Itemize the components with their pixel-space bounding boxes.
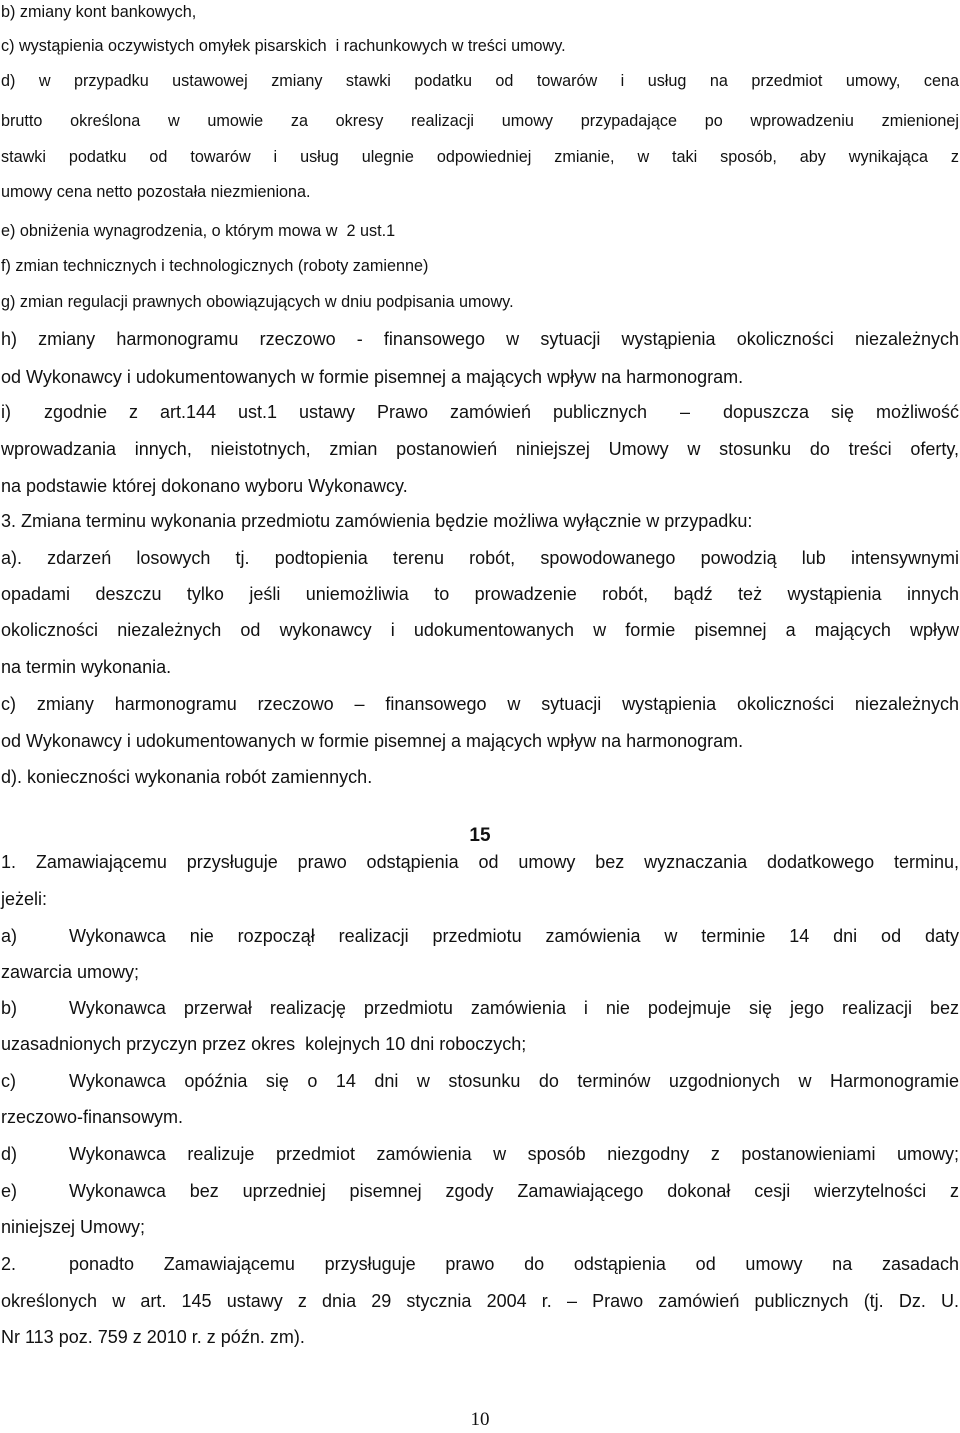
item-label: c) xyxy=(1,1071,16,1091)
list-item xyxy=(1,925,959,947)
text-line: na podstawie której dokonano wyboru Wykonawcy. xyxy=(1,476,408,496)
item-text: ponadto Zamawiającemu przysługuje prawo do odstąpienia od umowy na zasadach xyxy=(69,1254,959,1274)
text-line: umowy cena netto pozostała niezmieniona. xyxy=(1,183,311,201)
text-line: od Wykonawcy i udokumentowanych w formie pisemnej a mających wpływ na harmonogram. xyxy=(1,367,744,387)
list-item xyxy=(1,997,959,1019)
text-line: okoliczności niezależnych od wykonawcy i udokumentowanych w formie pisemnej a mających wpływ xyxy=(1,620,959,640)
text-line: d) w przypadku ustawowej zmiany stawki podatku od towarów i usług na przedmiot umowy, cena xyxy=(1,72,959,90)
text-line: c) zmiany harmonogramu rzeczowo – finansowego w sytuacji wystąpienia okoliczności niezależnych xyxy=(1,694,959,714)
list-item xyxy=(1,1143,959,1165)
text-line: uzasadnionych przyczyn przez okres kolejnych 10 dni roboczych; xyxy=(1,1034,527,1054)
text-line: b) zmiany kont bankowych, xyxy=(1,3,197,21)
text-line: g) zmian regulacji prawnych obowiązujących w dniu podpisania umowy. xyxy=(1,293,514,311)
item-label: b) xyxy=(1,998,18,1018)
text-line: określonych w art. 145 ustawy z dnia 29 stycznia 2004 r. – Prawo zamówień publicznych (tj. Dz. U. xyxy=(1,1291,959,1311)
text-line: od Wykonawcy i udokumentowanych w formie pisemnej a mających wpływ na harmonogram. xyxy=(1,731,744,751)
text-line: rzeczowo-finansowym. xyxy=(1,1107,184,1127)
list-item xyxy=(1,1180,959,1202)
text-line: d). konieczności wykonania robót zamiennych. xyxy=(1,767,373,787)
text-line: 3. Zmiana terminu wykonania przedmiotu zamówienia będzie możliwa wyłącznie w przypadku: xyxy=(1,511,753,531)
item-text: Wykonawca opóźnia się o 14 dni w stosunku do terminów uzgodnionych w Harmonogramie xyxy=(69,1071,959,1091)
item-label: e) xyxy=(1,1181,18,1201)
list-item xyxy=(1,1070,959,1092)
text-line: e) obniżenia wynagrodzenia, o którym mowa w 2 ust.1 xyxy=(1,222,396,240)
text-line: wprowadzania innych, nieistotnych, zmian postanowień niniejszej Umowy w stosunku do treści oferty, xyxy=(1,439,959,459)
text-line: opadami deszczu tylko jeśli uniemożliwia to prowadzenie robót, bądź też wystąpienia innych xyxy=(1,584,959,604)
text-line: a). zdarzeń losowych tj. podtopienia terenu robót, spowodowanego powodzią lub intensywnymi xyxy=(1,548,959,568)
text-line: Nr 113 poz. 759 z 2010 r. z późn. zm). xyxy=(1,1327,305,1347)
text-line: i) zgodnie z art.144 ust.1 ustawy Prawo zamówień publicznych – dopuszcza się możliwość xyxy=(1,402,959,422)
item-text: Wykonawca przerwał realizację przedmiotu zamówienia i nie podejmuje się jego realizacji bez xyxy=(69,998,959,1018)
text-line: zawarcia umowy; xyxy=(1,962,140,982)
item-text: Wykonawca nie rozpoczął realizacji przedmiotu zamówienia w terminie 14 dni od daty xyxy=(69,926,959,946)
text-line: niniejszej Umowy; xyxy=(1,1217,146,1237)
item-text: Wykonawca bez uprzedniej pisemnej zgody Zamawiającego dokonał cesji wierzytelności z xyxy=(69,1181,959,1201)
text-line: jeżeli: xyxy=(1,889,48,909)
item-label: a) xyxy=(1,926,18,946)
item-label: 2. xyxy=(1,1254,17,1274)
text-line: c) wystąpienia oczywistych omyłek pisarskich i rachunkowych w treści umowy. xyxy=(1,37,566,55)
text-line: f) zmian technicznych i technologicznych (roboty zamienne) xyxy=(1,257,429,275)
text-line: h) zmiany harmonogramu rzeczowo - finansowego w sytuacji wystąpienia okoliczności niezależnych xyxy=(1,329,959,349)
section-heading: 15 xyxy=(469,825,491,846)
item-label: d) xyxy=(1,1144,18,1164)
text-line: na termin wykonania. xyxy=(1,657,172,677)
text-line: stawki podatku od towarów i usług ulegnie odpowiedniej zmianie, w taki sposób, aby wynikająca z xyxy=(1,148,959,166)
text-line: 1. Zamawiającemu przysługuje prawo odstąpienia od umowy bez wyznaczania dodatkowego terminu, xyxy=(1,852,959,872)
page-number: 10 xyxy=(470,1409,490,1430)
item-text: Wykonawca realizuje przedmiot zamówienia w sposób niezgodny z postanowieniami umowy; xyxy=(69,1144,959,1164)
list-item xyxy=(1,1253,959,1275)
text-line: brutto określona w umowie za okresy realizacji umowy przypadające po wprowadzeniu zmienionej xyxy=(1,112,959,130)
